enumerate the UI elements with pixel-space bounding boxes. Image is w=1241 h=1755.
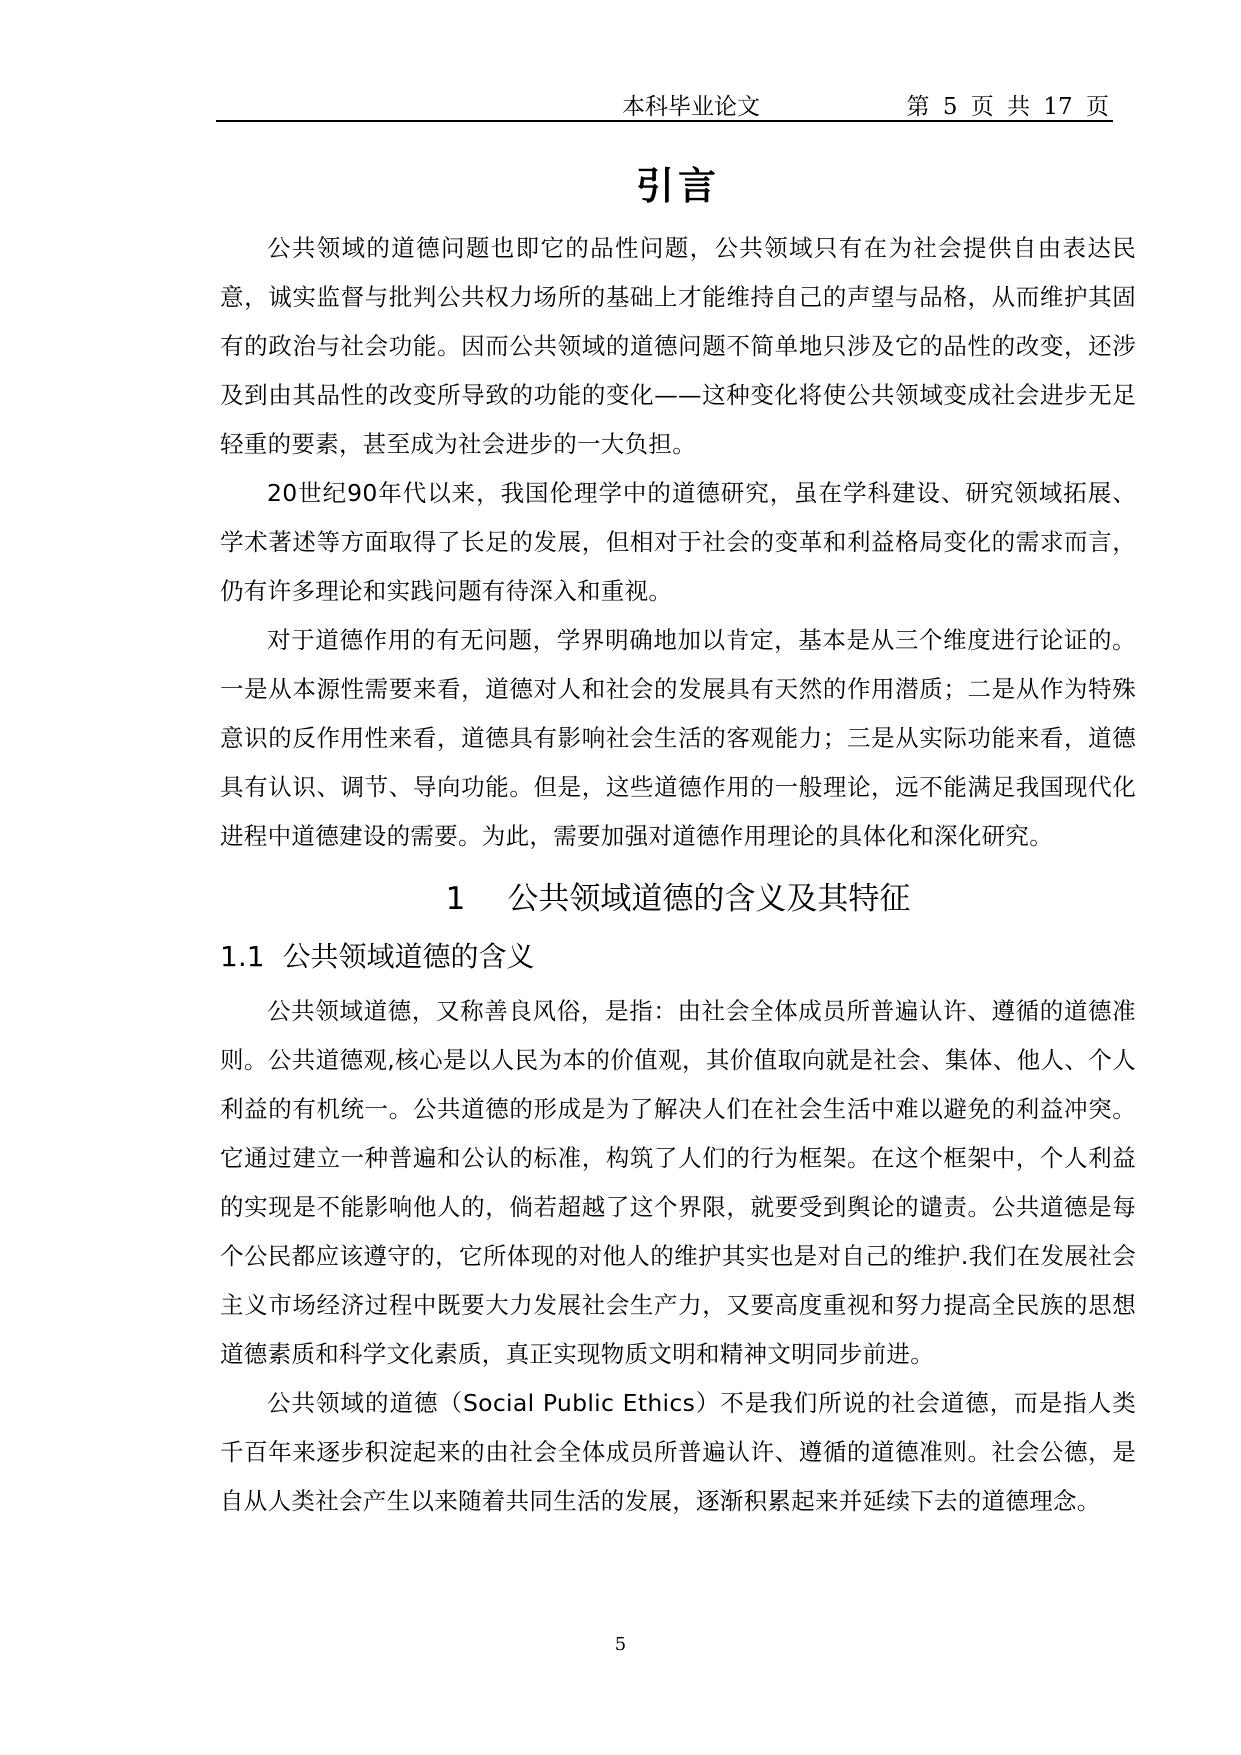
- page-header: [216, 84, 1113, 122]
- intro-paragraph-2: 20世纪90年代以来，我国伦理学中的道德研究，虽在学科建设、研究领域拓展、学术著述等方面取得了长足的发展，但相对于社会的变革和利益格局变化的需求而言，仍有许多理论和实践问题有待深入和重视。: [220, 479, 1136, 605]
- section-1-number: 1: [445, 881, 466, 917]
- section-1-title: 公共领域道德的含义及其特征: [507, 881, 911, 917]
- section-1-1-number: 1.1: [220, 940, 265, 973]
- page-body: [220, 150, 1136, 1526]
- header-rule: [216, 120, 1113, 122]
- section-1-1-paragraph-1: 公共领域道德，又称善良风俗，是指：由社会全体成员所普遍认许、遵循的道德准则。公共道德观,核心是以人民为本的价值观，其价值取向就是社会、集体、他人、个人利益的有机统一。公共道德的形成是为了解决人们在社会生活中难以避免的利益冲突。它通过建立一种普遍和公认的标准，构筑了人们的行为框架。在这个框架中，个人利益的实现是不能影响他人的，倘若超越了这个界限，就要受到舆论的谴责。公共道德是每个公民都应该遵守的，它所体现的对他人的维护其实也是对自己的维护.我们在发展社会主义市场经济过程中既要大力发展社会生产力，又要高度重视和努力提高全民族的思想道德素质和科学文化素质，真正实现物质文明和精神文明同步前进。: [220, 997, 1136, 1368]
- page-title: 引言: [635, 164, 720, 208]
- intro-paragraph-3: 对于道德作用的有无问题，学界明确地加以肯定，基本是从三个维度进行论证的。一是从本源性需要来看，道德对人和社会的发展具有天然的作用潜质；二是从作为特殊意识的反作用性来看，道德具有影响社会生活的客观能力；三是从实际功能来看，道德具有认识、调节、导向功能。但是，这些道德作用的一般理论，远不能满足我国现代化进程中道德建设的需要。为此，需要加强对道德作用理论的具体化和深化研究。: [220, 626, 1136, 850]
- section-1-1-title: 公共领域道德的含义: [282, 940, 535, 973]
- intro-paragraph-1: 公共领域的道德问题也即它的品性问题，公共领域只有在为社会提供自由表达民意，诚实监督与批判公共权力场所的基础上才能维持自己的声望与品格，从而维护其固有的政治与社会功能。因而公共领域的道德问题不简单地只涉及它的品性的改变，还涉及到由其品性的改变所导致的功能的变化——这种变化将使公共领域变成社会进步无足轻重的要素，甚至成为社会进步的一大负担。: [220, 234, 1136, 458]
- page-number: 5: [614, 1634, 627, 1655]
- section-1-1-paragraph-2: 公共领域的道德（Social Public Ethics）不是我们所说的社会道德，而是指人类千百年来逐步积淀起来的由社会全体成员所普遍认许、遵循的道德准则。社会公德，是自从人类社会产生以来随着共同生活的发展，逐渐积累起来并延续下去的道德理念。: [220, 1389, 1136, 1515]
- header-doc-type: 本科毕业论文: [622, 94, 760, 120]
- section-1-heading: [220, 869, 1136, 929]
- section-1-1-heading: [220, 931, 1136, 983]
- header-page-info: 第 5 页 共 17 页: [906, 94, 1109, 120]
